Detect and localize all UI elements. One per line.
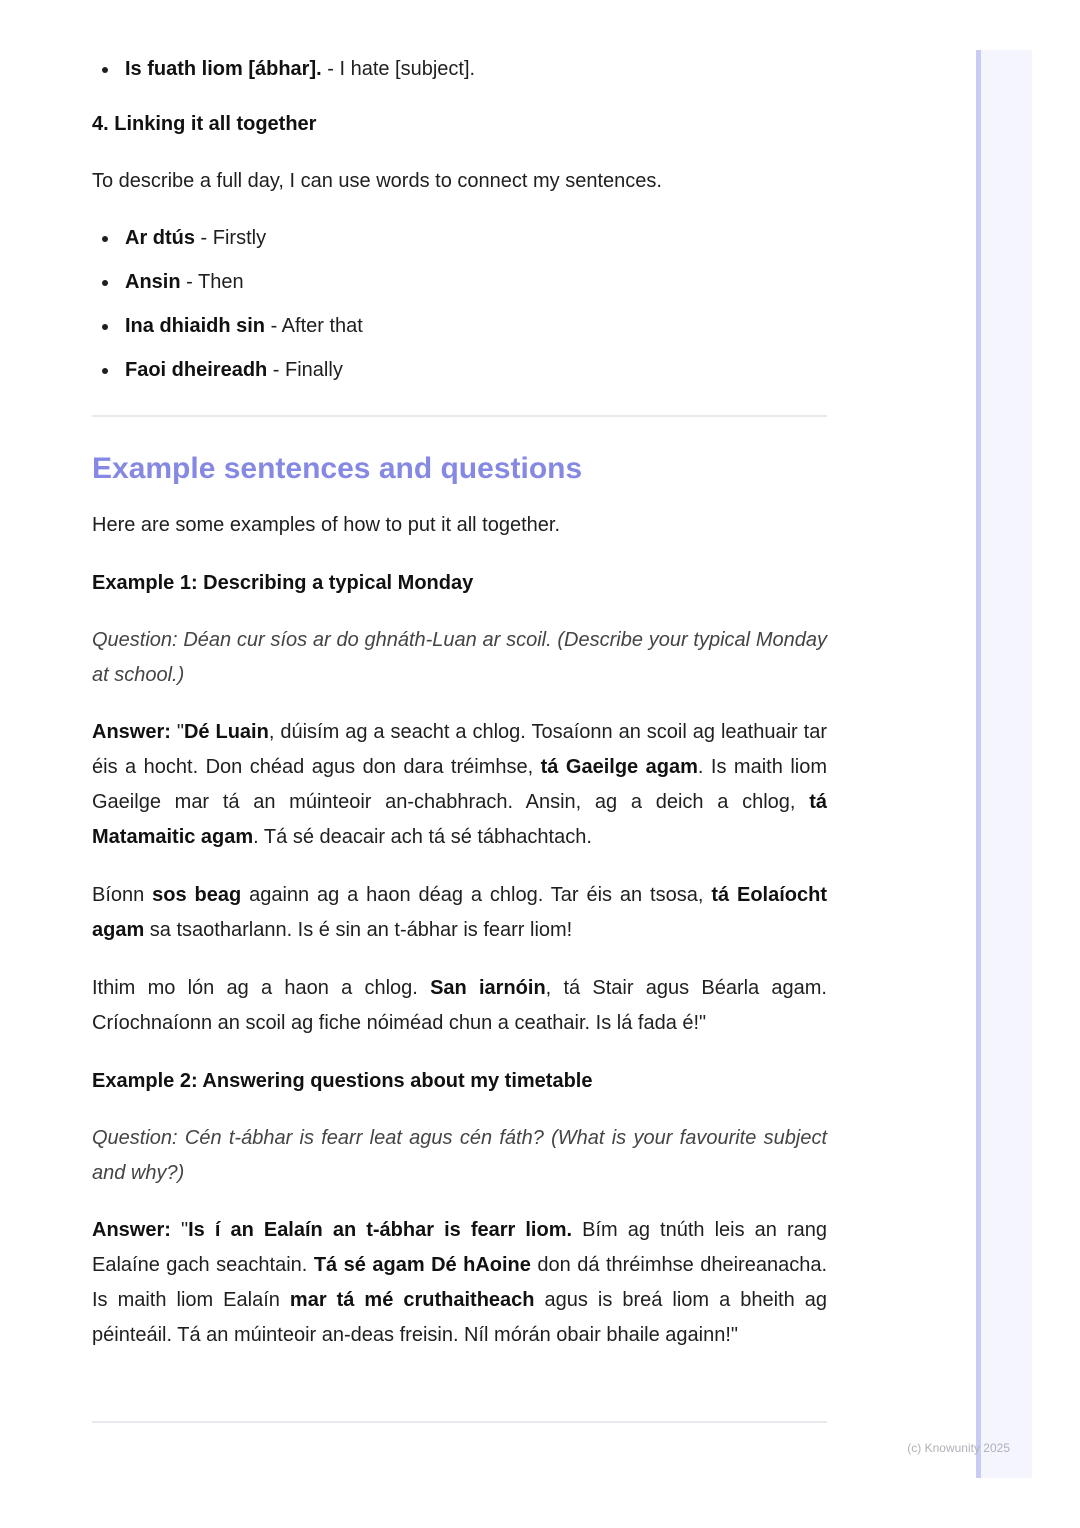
answer-highlight: tá Matamaitic agam	[92, 791, 827, 848]
answer-text: . Tá sé deacair ach tá sé tábhachtach.	[253, 826, 592, 848]
list-item	[92, 314, 363, 338]
answer-highlight: San iarnóin	[430, 977, 546, 999]
answer-label: Answer:	[92, 721, 171, 743]
answer-label: Answer:	[92, 1219, 171, 1241]
right-sidebar-strip	[976, 50, 1032, 1478]
list-item	[92, 226, 363, 250]
example-2-answer-paragraph	[92, 1213, 827, 1353]
linking-intro: To describe a full day, I can use words to connect my sentences.	[92, 170, 662, 192]
example-1-answer-paragraph-2	[92, 878, 827, 948]
bullet-term: Ar dtús	[125, 227, 195, 249]
examples-intro: Here are some examples of how to put it all together.	[92, 514, 561, 536]
divider	[92, 415, 827, 417]
bullet-translation: - I hate [subject].	[321, 58, 476, 80]
list-item	[92, 358, 363, 382]
answer-text: sa tsaotharlann. Is é sin an t-ábhar is fearr liom!	[144, 919, 573, 941]
section-title-examples: Example sentences and questions	[92, 452, 583, 485]
bullet-translation: - Then	[180, 271, 244, 293]
bullet-term: Faoi dheireadh	[125, 359, 268, 381]
answer-highlight: sos beag	[152, 884, 242, 906]
example-1-answer-paragraph-3	[92, 971, 827, 1041]
answer-text: . Is maith liom Gaeilge mar tá an múinteoir an-chabhrach. Ansin, ag a deich a chlog,	[92, 756, 827, 813]
section-heading-linking: 4. Linking it all together	[92, 113, 317, 135]
answer-text: againn ag a haon déag a chlog. Tar éis an tsosa,	[241, 884, 712, 906]
bullet-term: Ansin	[125, 271, 181, 293]
example-1-question: Question: Déan cur síos ar do ghnáth-Luan ar scoil. (Describe your typical Monday at school.)	[92, 629, 827, 686]
answer-text: Bíonn	[92, 884, 153, 906]
answer-text: don dá thréimhse dheireanacha. Is maith liom Ealaín	[92, 1254, 828, 1311]
answer-highlight: Is í an Ealaín an t-ábhar is fearr liom.	[188, 1219, 573, 1241]
answer-highlight: Dé Luain	[183, 721, 269, 743]
answer-highlight: Tá sé agam Dé hAoine	[313, 1254, 531, 1276]
bullet-translation: - Finally	[267, 359, 343, 381]
answer-text: , tá Stair agus Béarla agam. Críochnaíonn an scoil ag fiche nóiméad chun a ceathair. Is lá fada é!"	[92, 977, 827, 1034]
bullet-translation: - Firstly	[195, 227, 267, 249]
bullet-term: Ina dhiaidh sin	[125, 315, 266, 337]
answer-text: "	[170, 1219, 189, 1241]
copyright-footer: (c) Knowunity 2025	[907, 1441, 1010, 1455]
bullet-translation: - After that	[265, 315, 363, 337]
example-1-heading: Example 1: Describing a typical Monday	[92, 572, 474, 594]
list-item	[92, 270, 363, 294]
example-2-heading: Example 2: Answering questions about my timetable	[92, 1070, 593, 1092]
answer-text: "	[170, 721, 184, 743]
list-item	[92, 57, 475, 81]
linking-word-list	[92, 226, 363, 382]
example-1-answer-paragraph-1	[92, 715, 827, 855]
divider	[92, 1421, 827, 1423]
top-bullet-list	[92, 57, 475, 81]
answer-highlight: mar tá mé cruthaitheach	[289, 1289, 535, 1311]
answer-text: , dúisím ag a seacht a chlog. Tosaíonn an scoil ag leathuair tar éis a hocht. Don chéad agus don dara tréimhse,	[92, 721, 827, 778]
answer-text: Bím ag tnúth leis an rang Ealaíne gach seachtain.	[92, 1219, 828, 1276]
example-2-question: Question: Cén t-ábhar is fearr leat agus cén fáth? (What is your favourite subject and why?)	[92, 1127, 827, 1184]
bullet-term: Is fuath liom [ábhar].	[125, 58, 322, 80]
answer-highlight: tá Eolaíocht agam	[92, 884, 827, 941]
answer-text: Ithim mo lón ag a haon a chlog.	[92, 977, 431, 999]
answer-text: agus is breá liom a bheith ag péinteáil. Tá an múinteoir an-deas freisin. Níl mórán obair bhaile againn!"	[92, 1289, 827, 1346]
answer-highlight: tá Gaeilge agam	[540, 756, 698, 778]
